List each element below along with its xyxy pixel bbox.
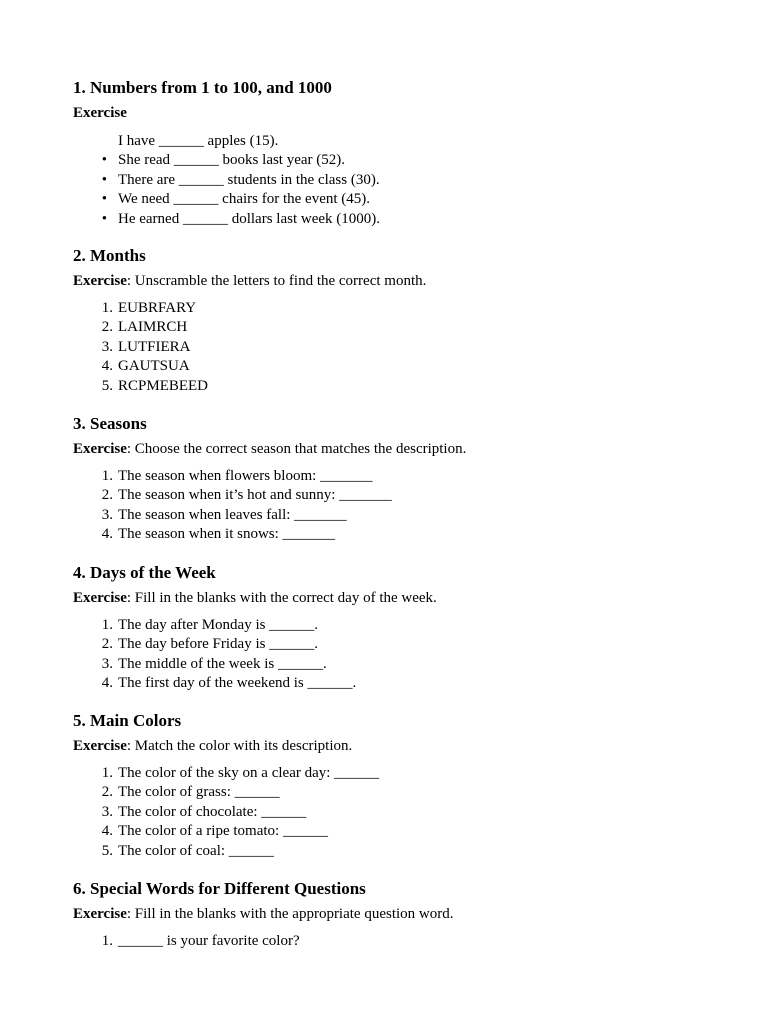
exercise-list bbox=[73, 616, 728, 694]
section-title: 5. Main Colors bbox=[73, 711, 182, 730]
section-title: 1. Numbers from 1 to 100, and 1000 bbox=[73, 78, 332, 97]
list-item bbox=[73, 338, 728, 357]
section-seasons bbox=[73, 413, 728, 545]
exercise-instruction bbox=[73, 736, 728, 756]
list-item-text: GAUTSUA bbox=[118, 358, 190, 375]
list-item-text: He earned ______ dollars last week (1000). bbox=[118, 210, 381, 227]
list-item bbox=[73, 764, 728, 783]
list-item bbox=[73, 803, 728, 822]
exercise-label: Exercise bbox=[73, 273, 127, 289]
list-number: 4. bbox=[101, 526, 113, 543]
list-item bbox=[73, 377, 728, 396]
list-item-text: The season when flowers bloom: _______ bbox=[118, 468, 373, 484]
exercise-label: Exercise bbox=[73, 105, 127, 121]
list-item bbox=[73, 132, 728, 151]
list-number: 2. bbox=[101, 784, 113, 801]
section-months bbox=[73, 245, 728, 396]
list-item-text: The color of a ripe tomato: ______ bbox=[118, 823, 328, 840]
list-item-text: The color of the sky on a clear day: ______ bbox=[118, 765, 380, 781]
list-item bbox=[73, 318, 728, 337]
list-item-text: The day after Monday is ______. bbox=[118, 617, 318, 633]
exercise-label: Exercise bbox=[73, 441, 127, 457]
list-item-text: The first day of the weekend is ______. bbox=[118, 675, 357, 692]
list-item bbox=[73, 655, 728, 674]
list-number: 4. bbox=[101, 358, 113, 375]
list-item-text: The season when it snows: _______ bbox=[118, 526, 336, 543]
list-item-text: The color of coal: ______ bbox=[118, 842, 274, 859]
exercise-text: : Fill in the blanks with the appropriate question word. bbox=[126, 906, 454, 922]
list-item-text: RCPMEBEED bbox=[118, 377, 209, 394]
exercise-instruction bbox=[73, 588, 728, 608]
list-item bbox=[73, 525, 728, 544]
exercise-list bbox=[73, 299, 728, 396]
list-item-text: We need ______ chairs for the event (45). bbox=[118, 191, 371, 208]
exercise-list bbox=[73, 932, 728, 951]
section-question-words bbox=[73, 878, 728, 951]
list-item-text: The season when it’s hot and sunny: _______ bbox=[118, 487, 392, 504]
list-item-text: She read ______ books last year (52). bbox=[118, 152, 346, 169]
list-number: 1. bbox=[101, 933, 113, 949]
list-item bbox=[73, 842, 728, 861]
list-item-text: EUBRFARY bbox=[118, 300, 197, 316]
list-number: 2. bbox=[101, 487, 113, 504]
section-days-of-week bbox=[73, 562, 728, 694]
list-item bbox=[73, 357, 728, 376]
list-number: 3. bbox=[101, 655, 113, 672]
exercise-label: Exercise bbox=[73, 738, 127, 754]
exercise-label: Exercise bbox=[73, 906, 127, 922]
list-number: 2. bbox=[101, 636, 113, 653]
list-item-text: The middle of the week is ______. bbox=[118, 655, 327, 672]
list-item-text: The day before Friday is ______. bbox=[118, 636, 318, 653]
list-item bbox=[73, 210, 728, 229]
exercise-label: Exercise bbox=[73, 590, 127, 606]
list-item bbox=[73, 783, 728, 802]
list-number: 4. bbox=[101, 675, 113, 692]
list-item bbox=[73, 616, 728, 635]
list-item bbox=[73, 190, 728, 209]
list-item bbox=[73, 467, 728, 486]
list-item bbox=[73, 932, 728, 951]
exercise-text: : Unscramble the letters to find the correct month. bbox=[126, 273, 427, 289]
section-title: 2. Months bbox=[73, 246, 146, 265]
list-number: 1. bbox=[101, 617, 113, 633]
list-number: 5. bbox=[101, 842, 113, 859]
section-title: 3. Seasons bbox=[73, 414, 147, 433]
list-item bbox=[73, 171, 728, 190]
list-item bbox=[73, 486, 728, 505]
exercise-list bbox=[73, 467, 728, 545]
bullet-marker: • bbox=[101, 191, 107, 208]
list-item bbox=[73, 151, 728, 170]
exercise-instruction bbox=[73, 904, 728, 924]
list-item bbox=[73, 674, 728, 693]
list-number: 5. bbox=[101, 377, 113, 394]
exercise-instruction bbox=[73, 103, 728, 123]
bullet-marker: • bbox=[101, 210, 107, 227]
list-item bbox=[73, 506, 728, 525]
exercise-list bbox=[73, 764, 728, 861]
section-numbers bbox=[73, 77, 728, 229]
exercise-instruction bbox=[73, 439, 728, 459]
list-number: 2. bbox=[101, 319, 113, 336]
list-item-text: The color of chocolate: ______ bbox=[118, 803, 307, 820]
list-item-text: The season when leaves fall: _______ bbox=[118, 506, 347, 523]
list-number: 1. bbox=[101, 468, 113, 484]
bullet-marker: • bbox=[101, 171, 107, 188]
list-number: 4. bbox=[101, 823, 113, 840]
list-number: 3. bbox=[101, 506, 113, 523]
list-item-text: There are ______ students in the class (30). bbox=[118, 171, 380, 188]
bullet-marker: • bbox=[101, 152, 107, 169]
section-main-colors bbox=[73, 710, 728, 861]
list-item-text: LUTFIERA bbox=[118, 338, 191, 355]
exercise-list bbox=[73, 132, 728, 229]
list-number: 3. bbox=[101, 803, 113, 820]
exercise-instruction bbox=[73, 271, 728, 291]
list-item-text: ______ is your favorite color? bbox=[118, 933, 300, 949]
exercise-text: : Choose the correct season that matches the description. bbox=[126, 441, 467, 457]
list-item bbox=[73, 822, 728, 841]
exercise-text: : Match the color with its description. bbox=[126, 738, 353, 754]
exercise-text: : Fill in the blanks with the correct day of the week. bbox=[126, 590, 437, 606]
list-item-text: The color of grass: ______ bbox=[118, 784, 280, 801]
section-title: 6. Special Words for Different Questions bbox=[73, 879, 366, 898]
list-item-text: LAIMRCH bbox=[118, 319, 188, 336]
list-item bbox=[73, 635, 728, 654]
list-number: 1. bbox=[101, 765, 113, 781]
list-item-text: I have ______ apples (15). bbox=[118, 133, 279, 149]
list-item bbox=[73, 299, 728, 318]
list-number: 1. bbox=[101, 300, 113, 316]
list-number: 3. bbox=[101, 338, 113, 355]
section-title: 4. Days of the Week bbox=[73, 563, 216, 582]
